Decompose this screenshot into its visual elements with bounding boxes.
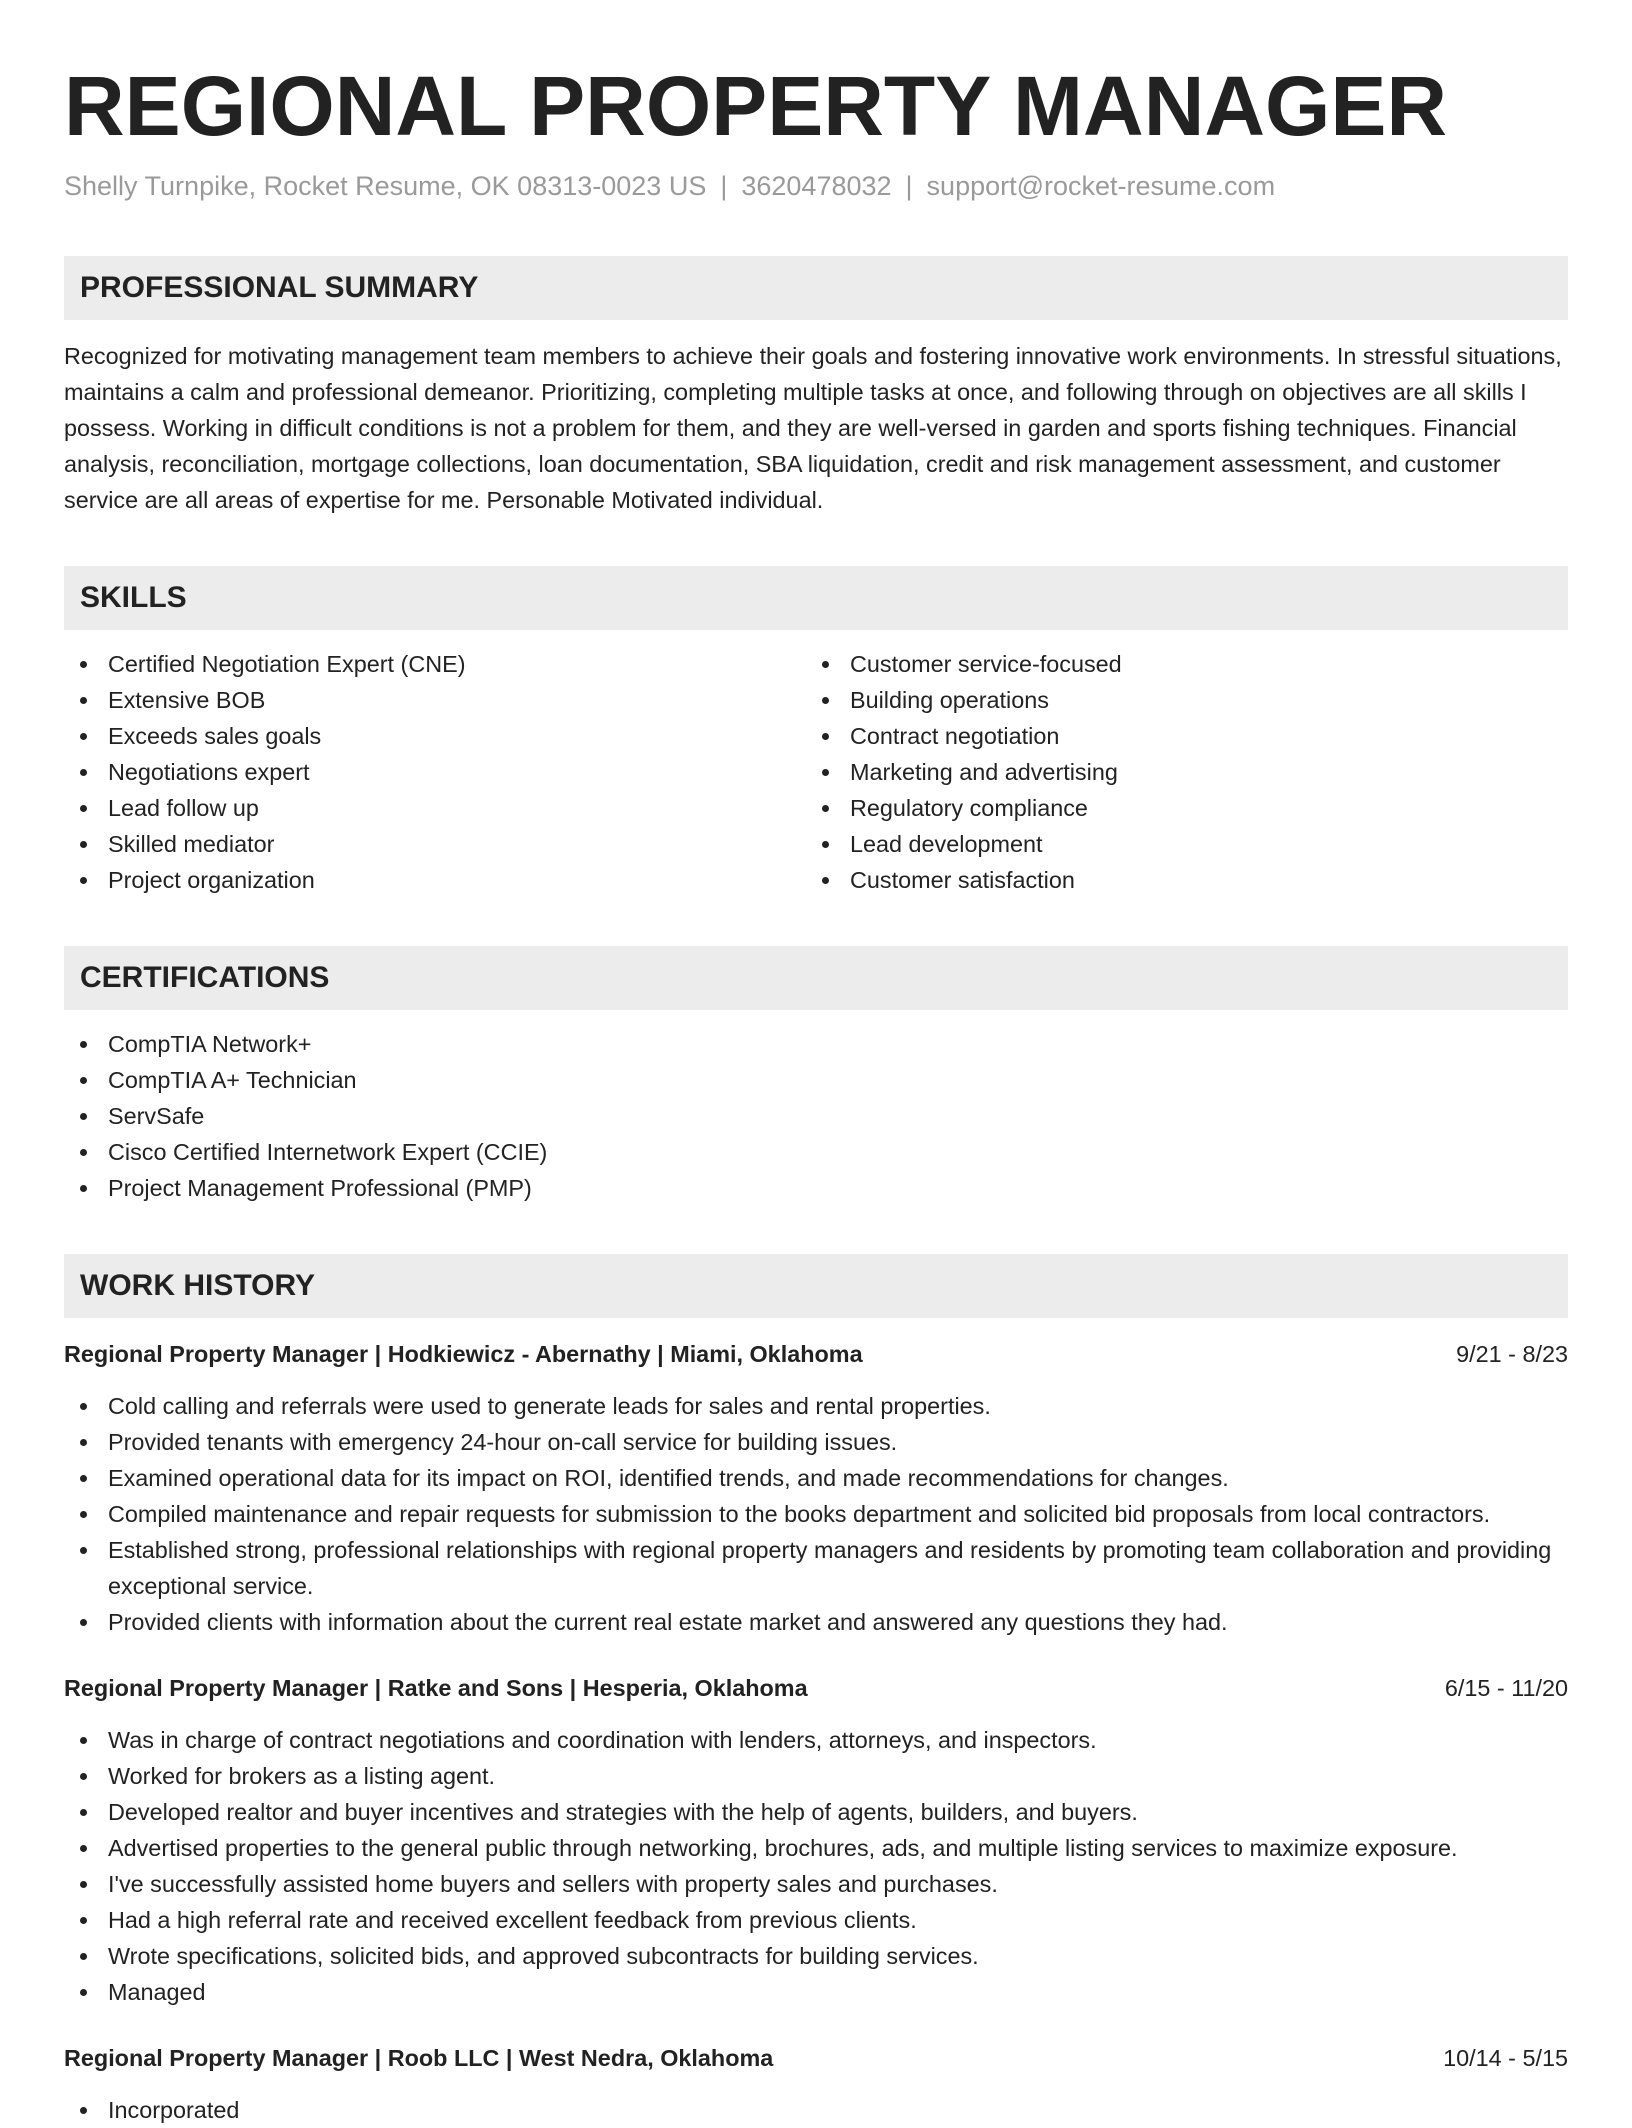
skill-item: Customer service-focused <box>806 646 1548 682</box>
skills-section <box>64 566 1568 898</box>
job-bullets <box>64 2092 1568 2128</box>
skill-item: Exceeds sales goals <box>64 718 806 754</box>
skills-heading: SKILLS <box>64 566 1568 630</box>
job-bullets <box>64 1388 1568 1640</box>
job-bullet: Established strong, professional relationships with regional property managers and residents by promoting team collaboration and providing exceptional service. <box>64 1532 1568 1604</box>
job-dates: 9/21 - 8/23 <box>1456 1341 1568 1367</box>
job-bullet: Advertised properties to the general public through networking, brochures, ads, and multiple listing services to maximize exposure. <box>64 1830 1568 1866</box>
job-title: Regional Property Manager | Roob LLC | West Nedra, Oklahoma <box>64 2045 774 2071</box>
skills-grid <box>64 646 1568 898</box>
job-header <box>64 2040 1568 2076</box>
summary-heading: PROFESSIONAL SUMMARY <box>64 256 1568 320</box>
job-bullet: Provided tenants with emergency 24-hour on-call service for building issues. <box>64 1424 1568 1460</box>
skill-item: Skilled mediator <box>64 826 806 862</box>
job-bullet: Provided clients with information about the current real estate market and answered any questions they had. <box>64 1604 1568 1640</box>
skill-item: Marketing and advertising <box>806 754 1548 790</box>
skill-item: Project organization <box>64 862 806 898</box>
job-bullet: Wrote specifications, solicited bids, and approved subcontracts for building services. <box>64 1938 1568 1974</box>
job-bullets <box>64 1722 1568 2010</box>
job-title: Regional Property Manager | Hodkiewicz - Abernathy | Miami, Oklahoma <box>64 1341 863 1367</box>
skill-item: Negotiations expert <box>64 754 806 790</box>
certification-item: Project Management Professional (PMP) <box>64 1170 1568 1206</box>
job-bullet: Cold calling and referrals were used to generate leads for sales and rental properties. <box>64 1388 1568 1424</box>
job-bullet: Had a high referral rate and received excellent feedback from previous clients. <box>64 1902 1568 1938</box>
resume-page <box>64 0 1568 2128</box>
contact-address: Shelly Turnpike, Rocket Resume, OK 08313-0023 US <box>64 171 707 201</box>
contact-phone: 3620478032 <box>741 171 892 201</box>
job-bullet: Incorporated <box>64 2092 1568 2128</box>
contact-separator: | <box>905 171 913 201</box>
skill-item: Lead development <box>806 826 1548 862</box>
work-history-heading: WORK HISTORY <box>64 1254 1568 1318</box>
contact-email: support@rocket-resume.com <box>926 171 1276 201</box>
job-entry <box>64 2040 1568 2128</box>
skill-item: Regulatory compliance <box>806 790 1548 826</box>
job-dates: 10/14 - 5/15 <box>1443 2045 1568 2071</box>
job-dates: 6/15 - 11/20 <box>1444 1675 1568 1701</box>
skill-item: Extensive BOB <box>64 682 806 718</box>
job-bullet: Managed <box>64 1974 1568 2010</box>
skill-item: Building operations <box>806 682 1548 718</box>
certification-item: ServSafe <box>64 1098 1568 1134</box>
job-entry <box>64 1670 1568 2010</box>
skills-left-list <box>64 646 806 898</box>
skill-item: Customer satisfaction <box>806 862 1548 898</box>
work-history-section <box>64 1254 1568 2128</box>
contact-separator: | <box>720 171 728 201</box>
job-bullet: Examined operational data for its impact on ROI, identified trends, and made recommendations for changes. <box>64 1460 1568 1496</box>
job-bullet: Was in charge of contract negotiations and coordination with lenders, attorneys, and inspectors. <box>64 1722 1568 1758</box>
certifications-heading: CERTIFICATIONS <box>64 946 1568 1010</box>
certifications-section <box>64 946 1568 1206</box>
skill-item: Certified Negotiation Expert (CNE) <box>64 646 806 682</box>
job-bullet: Compiled maintenance and repair requests for submission to the books department and solicited bid proposals from local contractors. <box>64 1496 1568 1532</box>
job-entry <box>64 1336 1568 1640</box>
summary-section <box>64 256 1568 518</box>
summary-text: Recognized for motivating management team members to achieve their goals and fostering innovative work environments. In stressful situations, maintains a calm and professional demeanor. Prioritizing, completing multiple tasks at once, and following through on objectives are all skills I possess. Working in difficult conditions is not a problem for them, and they are well-versed in garden and sports fishing techniques. Financial analysis, reconciliation, mortgage collections, loan documentation, SBA liquidation, credit and risk management assessment, and customer service are all areas of expertise for me. Personable Motivated individual. <box>64 343 1562 513</box>
certification-item: Cisco Certified Internetwork Expert (CCIE) <box>64 1134 1568 1170</box>
skill-item: Lead follow up <box>64 790 806 826</box>
job-header <box>64 1336 1568 1372</box>
certification-item: CompTIA A+ Technician <box>64 1062 1568 1098</box>
contact-line <box>64 168 1568 204</box>
skill-item: Contract negotiation <box>806 718 1548 754</box>
resume-title: REGIONAL PROPERTY MANAGER <box>64 59 1448 153</box>
certifications-list <box>64 1026 1568 1206</box>
skills-right-list <box>806 646 1548 898</box>
job-bullet: Worked for brokers as a listing agent. <box>64 1758 1568 1794</box>
job-header <box>64 1670 1568 1706</box>
job-bullet: Developed realtor and buyer incentives and strategies with the help of agents, builders, and buyers. <box>64 1794 1568 1830</box>
certification-item: CompTIA Network+ <box>64 1026 1568 1062</box>
job-title: Regional Property Manager | Ratke and Sons | Hesperia, Oklahoma <box>64 1675 808 1701</box>
job-bullet: I've successfully assisted home buyers and sellers with property sales and purchases. <box>64 1866 1568 1902</box>
